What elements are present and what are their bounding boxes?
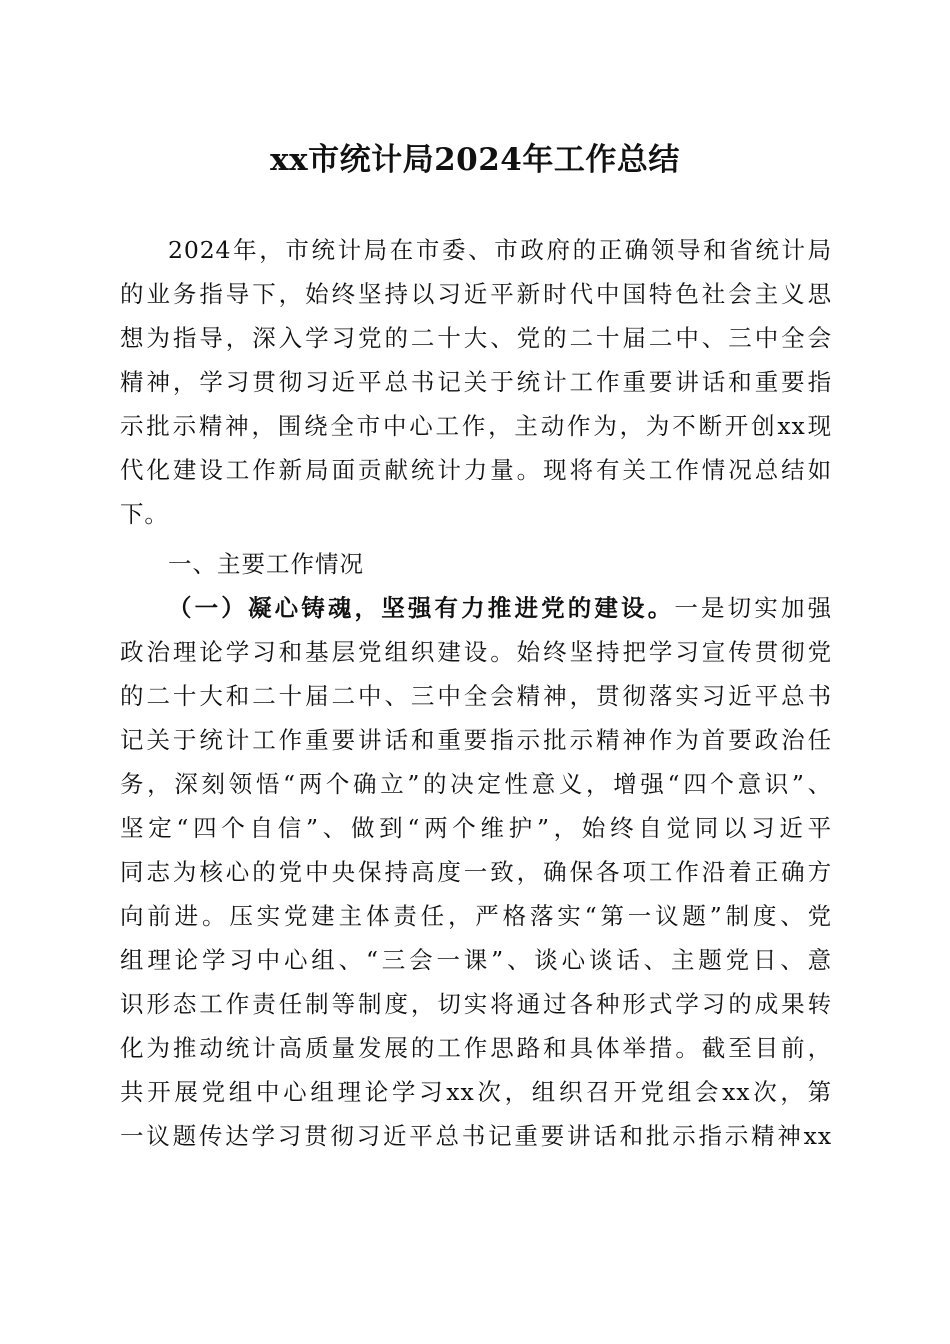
body-line-4: 务，深刻领悟“两个确立”的决定性意义，增强“四个意识”、 [120, 770, 832, 798]
body-line-9: 识形态工作责任制等制度，切实将通过各种形式学习的成果转 [120, 990, 832, 1018]
body-line-12: 一议题传达学习贯彻习近平总书记重要讲话和批示指示精神xx [120, 1122, 832, 1150]
intro-line-7: 下。 [120, 500, 169, 528]
body-line-8: 组理论学习中心组、“三会一课”、谈心谈话、主题党日、意 [120, 946, 832, 974]
body-line-1: 政治理论学习和基层党组织建设。始终坚持把学习宣传贯彻党 [120, 638, 832, 666]
subsection-heading-1: （一）凝心铸魂，坚强有力推进党的建设。 [168, 594, 675, 622]
body-line-5: 坚定“四个自信”、做到“两个维护”，始终自觉同以习近平 [120, 814, 832, 842]
body-line-3: 记关于统计工作重要讲话和重要指示批示精神作为首要政治任 [120, 726, 832, 754]
body-line-6: 同志为核心的党中央保持高度一致，确保各项工作沿着正确方 [120, 858, 832, 886]
intro-line-1: 2024年，市统计局在市委、市政府的正确领导和省统计局 [168, 236, 832, 264]
body-line-10: 化为推动统计高质量发展的工作思路和具体举措。截至目前， [120, 1034, 832, 1062]
intro-line-4: 精神，学习贯彻习近平总书记关于统计工作重要讲话和重要指 [120, 368, 832, 396]
intro-line-2: 的业务指导下，始终坚持以习近平新时代中国特色社会主义思 [120, 280, 832, 308]
body-line-11: 共开展党组中心组理论学习xx次，组织召开党组会xx次，第 [120, 1078, 832, 1106]
subsection-lead-text: 一是切实加强 [674, 594, 832, 622]
body-line-2: 的二十大和二十届二中、三中全会精神，贯彻落实习近平总书 [120, 682, 832, 710]
intro-line-6: 代化建设工作新局面贡献统计力量。现将有关工作情况总结如 [120, 456, 832, 484]
intro-line-3: 想为指导，深入学习党的二十大、党的二十届二中、三中全会 [120, 324, 832, 352]
intro-line-5: 示批示精神，围绕全市中心工作，主动作为，为不断开创xx现 [120, 412, 832, 440]
section-heading-1: 一、主要工作情况 [168, 550, 364, 578]
subsection-heading-line [168, 587, 832, 630]
body-line-7: 向前进。压实党建主体责任，严格落实“第一议题”制度、党 [120, 902, 832, 930]
document-title: xx市统计局2024年工作总结 [270, 142, 680, 178]
